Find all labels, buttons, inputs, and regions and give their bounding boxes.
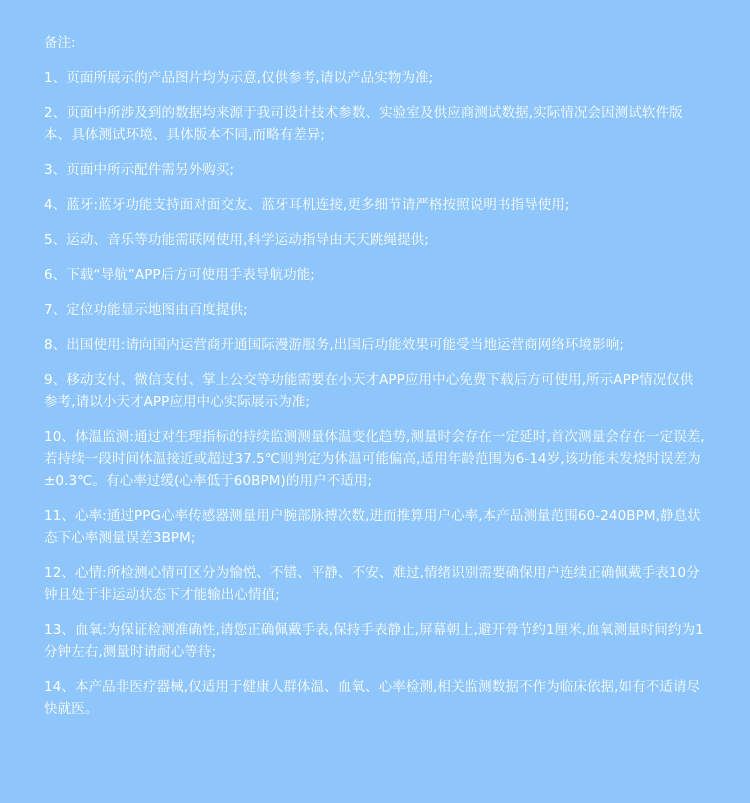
note-item-3: 3、页面中所示配件需另外购买; [44,162,235,178]
note-item-11: 11、心率:通过PPG心率传感器测量用户腕部脉搏次数,进而推算用户心率,本产品测量范围60-240BPM,静息状态下心率测量误差3BPM; [44,508,701,546]
note-item-10: 10、体温监测:通过对生理指标的持续监测测量体温变化趋势,测量时会存在一定延时,首次测量会存在一定误差,若持续一段时间体温接近或超过37.5℃则判定为体温可能偏高,适用年龄范围为6-14岁,该功能未发烧时误差为±0.3℃。有心率过缓(心率低于60BPM)的用户不适用; [44,429,705,489]
note-item-4: 4、蓝牙:蓝牙功能支持面对面交友、蓝牙耳机连接,更多细节请严格按照说明书指导使用; [44,197,570,213]
note-item-7: 7、定位功能显示地图由百度提供; [44,302,248,318]
note-item-8: 8、出国使用:请向国内运营商开通国际漫游服务,出国后功能效果可能受当地运营商网络环境影响; [44,337,624,353]
notes-title: 备注: [44,35,76,51]
note-item-2: 2、页面中所涉及到的数据均来源于我司设计技术参数、实验室及供应商测试数据,实际情况会因测试软件版本、具体测试环境、具体版本不同,而略有差异; [44,105,683,143]
note-item-5: 5、运动、音乐等功能需联网使用,科学运动指导由天天跳绳提供; [44,232,429,248]
note-item-12: 12、心情:所检测心情可区分为愉悦、不错、平静、不安、难过,情绪识别需要确保用户连续正确佩戴手表10分钟且处于非运动状态下才能输出心情值; [44,565,700,603]
note-item-6: 6、下载“导航”APP后方可使用手表导航功能; [44,267,315,283]
note-item-14: 14、本产品非医疗器械,仅适用于健康人群体温、血氧、心率检测,相关监测数据不作为临床依据,如有不适请尽快就医。 [44,679,701,717]
note-item-13: 13、血氧:为保证检测准确性,请您正确佩戴手表,保持手表静止,屏幕朝上,避开骨节约1厘米,血氧测量时间约为1分钟左右,测量时请耐心等待; [44,622,704,660]
note-item-9: 9、移动支付、微信支付、掌上公交等功能需要在小天才APP应用中心免费下载后方可使用,所示APP情况仅供参考,请以小天才APP应用中心实际展示为准; [44,372,694,410]
note-item-1: 1、页面所展示的产品图片均为示意,仅供参考,请以产品实物为准; [44,70,434,86]
